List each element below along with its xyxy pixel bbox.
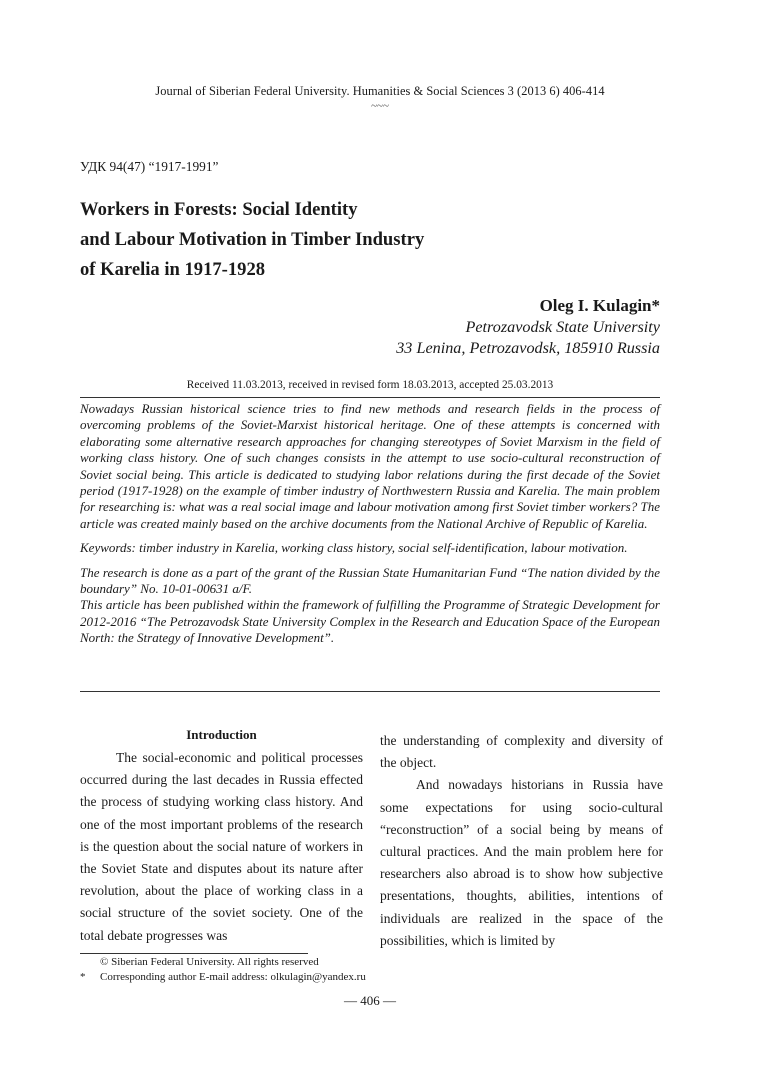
footnotes [80, 955, 366, 984]
grant-note: The research is done as a part of the grant of the Russian State Humanitarian Fund “The nation divided by the boundary” No. 10-01-00631 a/F. [80, 564, 660, 597]
received-dates: Received 11.03.2013, received in revised form 18.03.2013, accepted 25.03.2013 [186, 379, 554, 391]
article-title [80, 195, 560, 285]
journal-header: Journal of Siberian Federal University. Humanities & Social Sciences 3 (2013 6) 406-414 [155, 84, 605, 98]
title-line: Workers in Forests: Social Identity [80, 199, 358, 220]
footnote-asterisk: * [80, 970, 86, 983]
section-heading-introduction: Introduction [186, 727, 257, 742]
page-number: — 406 — [344, 993, 396, 1008]
body-paragraph: The social-economic and political processes occurred during the last decades in Russia effected the process of studying working class history. And one of the most important problems of the research is the question about the social nature of workers in the Soviet State and disputes about its nature after revolution, about the place of working class in a social structure of the soviet society. One of the total debate progresses was [80, 750, 363, 943]
udk-classification: УДК 94(47) “1917-1991” [80, 159, 219, 174]
author-affiliation: Petrozavodsk State University [465, 318, 660, 336]
abstract-bottom-rule [80, 691, 660, 692]
body-column-right [380, 730, 663, 952]
corresponding-author-note: Corresponding author E-mail address: olkulagin@yandex.ru [100, 970, 366, 983]
body-column-left [80, 724, 363, 947]
author-block [260, 295, 660, 359]
keywords: Keywords: timber industry in Karelia, working class history, social self-identification, labour motivation. [80, 540, 628, 556]
title-line: of Karelia in 1917-1928 [80, 259, 266, 280]
footnote-rule [80, 953, 308, 954]
body-paragraph: And nowadays historians in Russia have some expectations for using socio-cultural “reconstruction” of a social being by means of cultural practices. And the main problem here for researchers also abroad is to show how subjective presentations, thoughts, abilities, intentions of individuals are realized in the space of the possibilities, which is limited by [380, 777, 663, 948]
abstract-text: Nowadays Russian historical science tries to find new methods and research fields in the process of overcoming problems of the Soviet-Marxist historical heritage. One of these attempts is concerned with elaborating some alternative research approaches for changing stereotypes of Soviet Marxism in the field of working class history. One of such changes consists in the attempt to use socio-cultural reconstruction of Soviet social being. This article is dedicated to studying labor relations during the first decade of the Soviet period (1917-1928) on the example of timber industry of Northwestern Russia and Karelia. The main problem for researching is: what was a real social image and labour motivation among first Soviet timber workers? The article was created mainly based on the archive documents from the National Archive of Republic of Karelia. [80, 401, 660, 531]
body-paragraph-continuation: the understanding of complexity and diversity of the object. [380, 733, 663, 771]
author-name: Oleg I. Kulagin* [539, 296, 660, 315]
abstract-block [80, 401, 660, 647]
title-line: and Labour Motivation in Timber Industry [80, 229, 425, 250]
header-ornament: ~~~ [371, 100, 389, 112]
author-address: 33 Lenina, Petrozavodsk, 185910 Russia [396, 339, 660, 357]
programme-note: This article has been published within the framework of fulfilling the Programme of Strategic Development for 2012-2016 “The Petrozavodsk State University Complex in the Research and Education Space of the European North: the Strategy of Innovative Development”. [80, 597, 660, 646]
copyright-note: © Siberian Federal University. All rights reserved [100, 956, 319, 968]
abstract-top-rule [80, 397, 660, 398]
